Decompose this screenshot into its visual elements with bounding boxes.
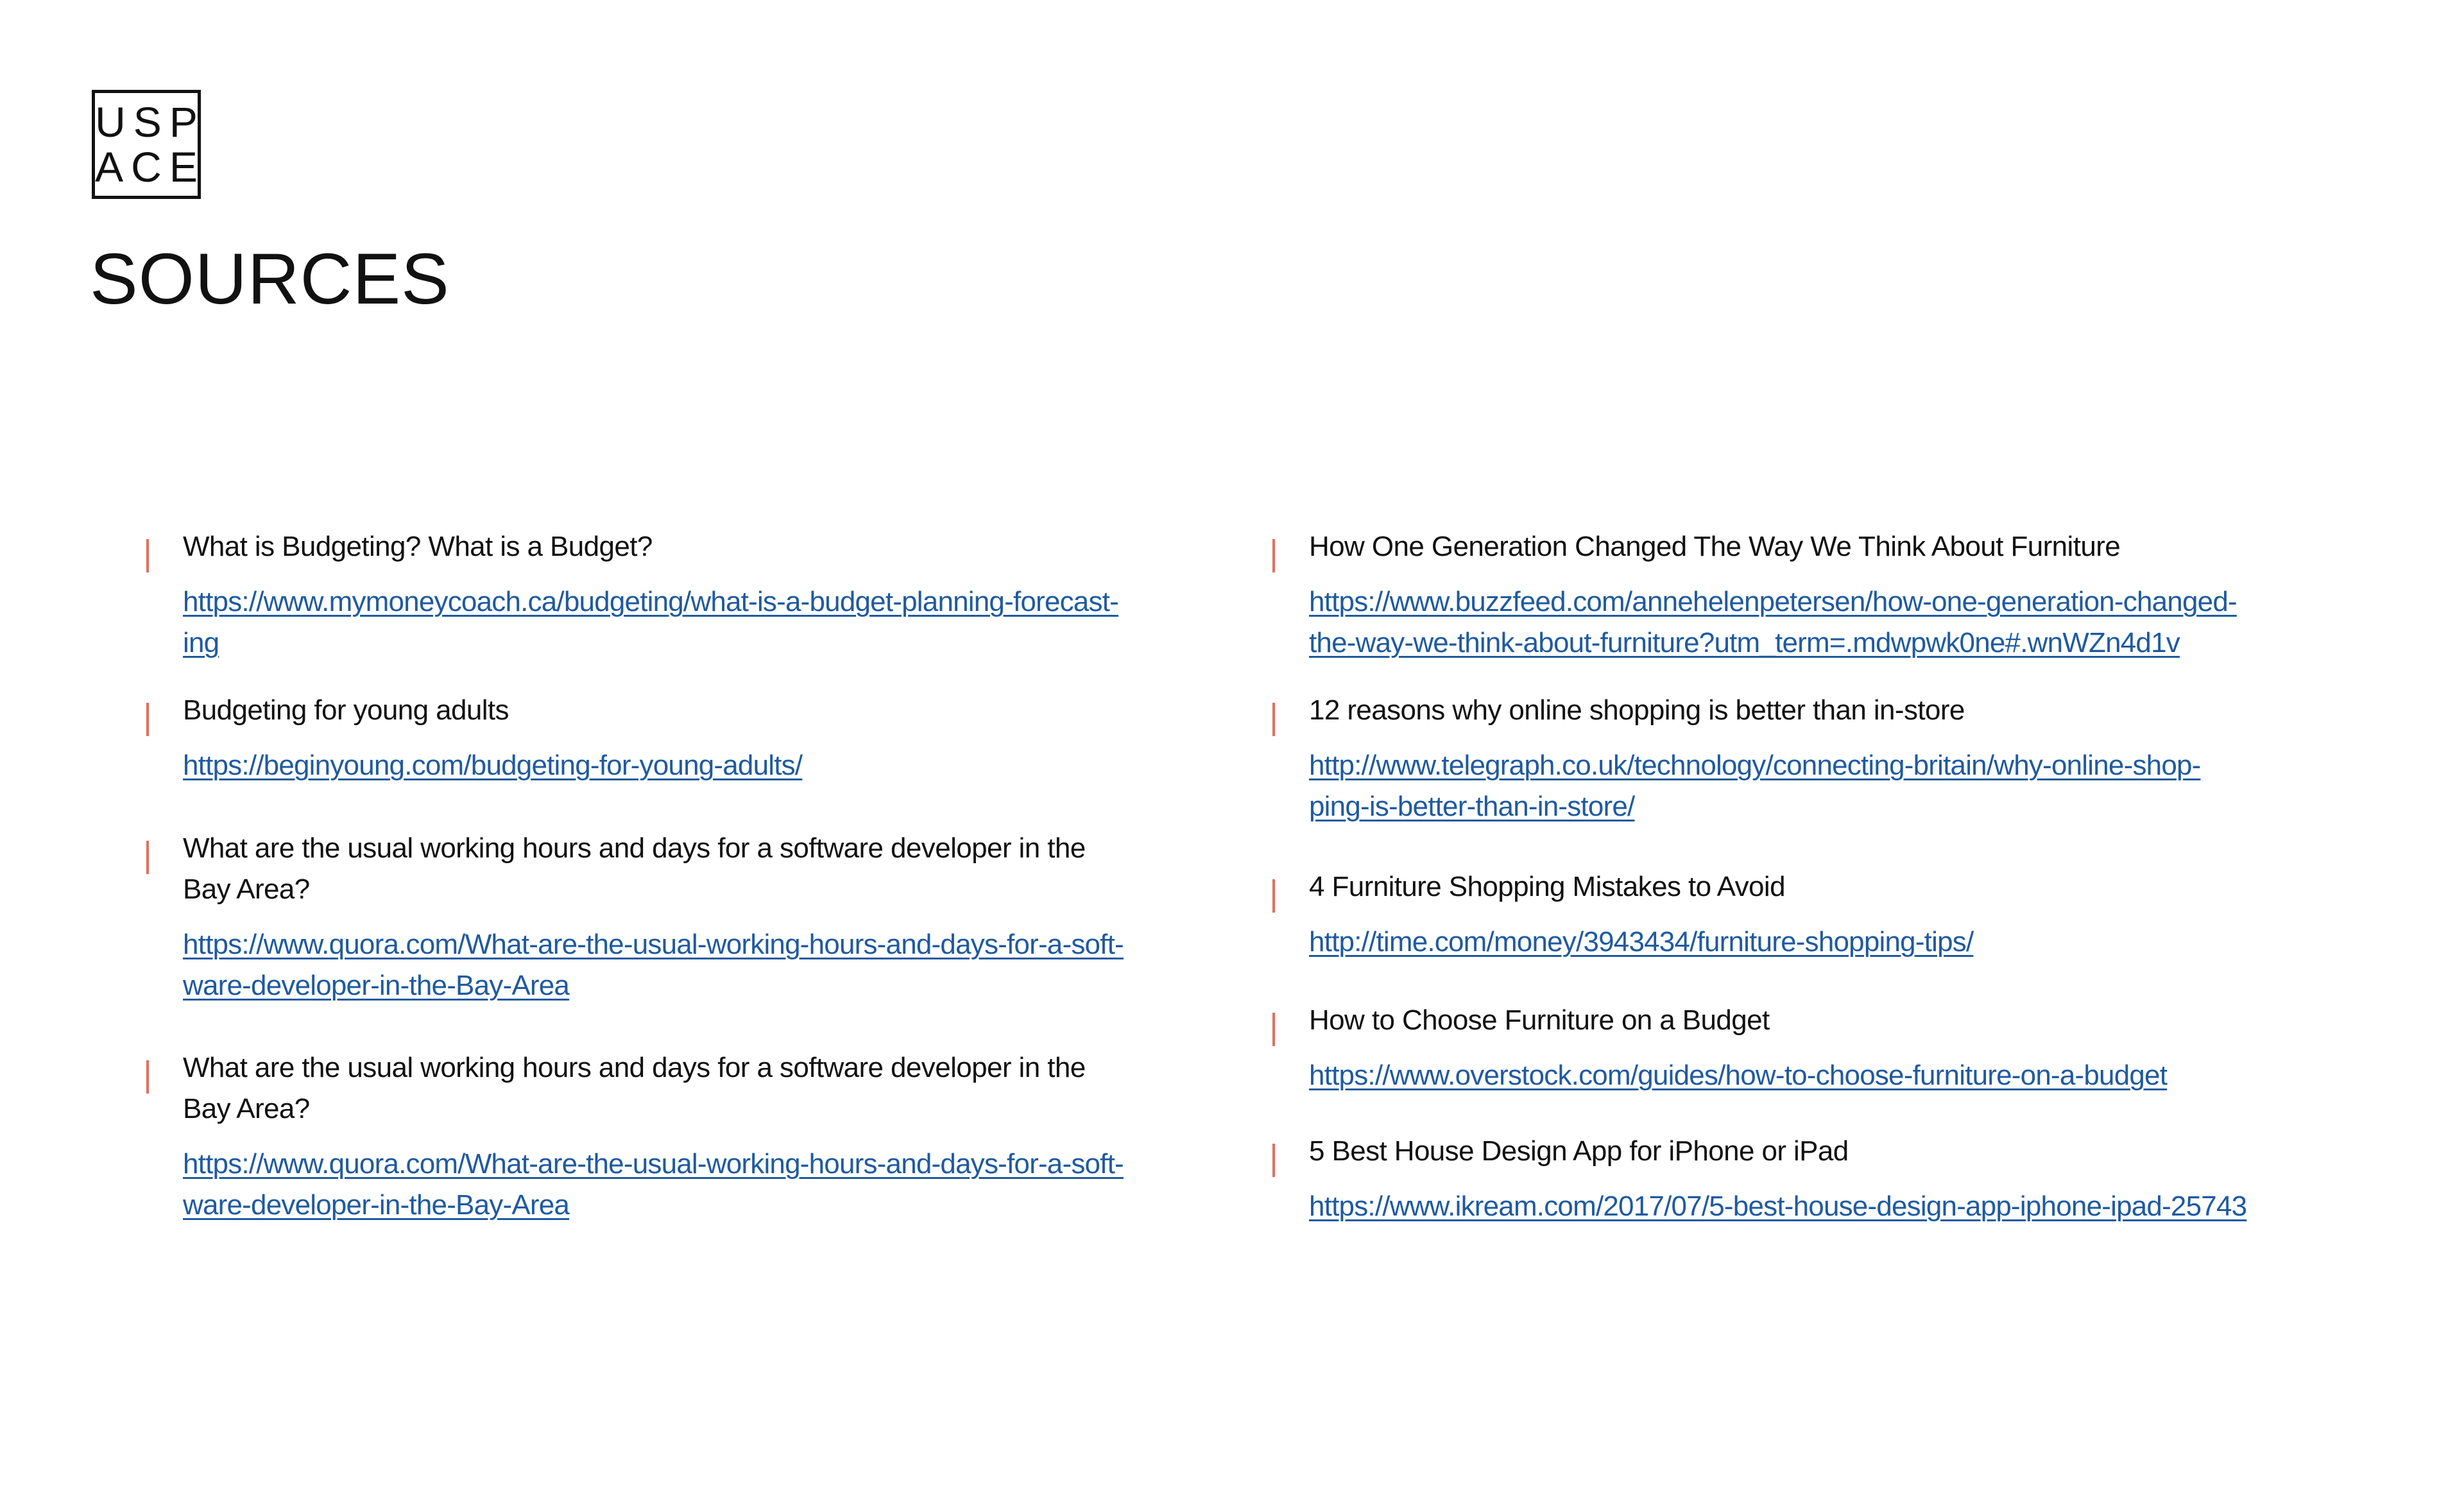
source-link-line: ware-developer-in-the-Bay-Area [183, 970, 570, 1001]
source-title: 12 reasons why online shopping is better than in-store [1309, 694, 1965, 726]
source-entry [1267, 526, 2323, 664]
source-title-line: What are the usual working hours and days for a software developer in the [183, 1052, 1086, 1083]
source-title: How to Choose Furniture on a Budget [1309, 1004, 1770, 1036]
source-title-line: What are the usual working hours and days for a software developer in the [183, 832, 1086, 864]
source-entry [1267, 690, 2323, 827]
source-title-line: Bay Area? [183, 873, 310, 905]
accent-bar [1272, 1144, 1275, 1177]
accent-bar [1272, 703, 1275, 736]
source-link-line: http://www.telegraph.co.uk/technology/connecting-britain/why-online-shop- [1309, 750, 2201, 781]
source-title: Budgeting for young adults [183, 694, 509, 726]
source-title: What is Budgeting? What is a Budget? [183, 531, 653, 562]
source-link[interactable] [183, 745, 1197, 786]
source-entry [1267, 1000, 2323, 1096]
source-entry [1267, 1131, 2323, 1227]
source-entry [141, 828, 1197, 1006]
source-entry [141, 526, 1197, 664]
source-title: 4 Furniture Shopping Mistakes to Avoid [1309, 871, 1785, 902]
source-link[interactable] [183, 1144, 1197, 1226]
source-link-line: ing [183, 627, 219, 658]
source-title-line: Bay Area? [183, 1093, 310, 1124]
source-link-line: https://www.buzzfeed.com/annehelenpetersen/how-one-generation-changed- [1309, 586, 2237, 617]
page-title: SOURCES [90, 239, 450, 319]
source-entry [141, 1047, 1197, 1226]
uspace-logo [92, 90, 205, 199]
accent-bar [146, 1060, 149, 1094]
source-link[interactable] [1309, 922, 2323, 963]
source-link[interactable] [183, 581, 1197, 664]
source-title: 5 Best House Design App for iPhone or iPad [1309, 1135, 1849, 1167]
source-title [183, 828, 1197, 910]
source-link-line: the-way-we-think-about-furniture?utm_term=.mdwpwk0ne#.wnWZn4d1v [1309, 627, 2180, 658]
source-link-line: http://time.com/money/3943434/furniture-shopping-tips/ [1309, 926, 1974, 958]
logo-line-1: USP [95, 98, 205, 146]
source-link-line: https://www.quora.com/What-are-the-usual-working-hours-and-days-for-a-soft- [183, 1148, 1124, 1180]
source-link[interactable] [1309, 581, 2323, 664]
accent-bar [146, 703, 149, 736]
source-link-line: https://www.overstock.com/guides/how-to-choose-furniture-on-a-budget [1309, 1060, 2168, 1091]
source-link-line: ping-is-better-than-in-store/ [1309, 791, 1635, 822]
source-entry [141, 690, 1197, 786]
accent-bar [146, 841, 149, 874]
source-title: How One Generation Changed The Way We Think About Furniture [1309, 531, 2121, 562]
source-link-line: https://www.ikream.com/2017/07/5-best-house-design-app-iphone-ipad-25743 [1309, 1191, 2247, 1222]
source-link[interactable] [1309, 1186, 2323, 1227]
source-link-line: https://www.quora.com/What-are-the-usual-working-hours-and-days-for-a-soft- [183, 929, 1124, 960]
source-link-line: ware-developer-in-the-Bay-Area [183, 1189, 570, 1221]
source-link[interactable] [1309, 745, 2323, 827]
accent-bar [1272, 879, 1275, 913]
source-link[interactable] [1309, 1055, 2323, 1096]
source-entry [1267, 866, 2323, 963]
accent-bar [1272, 539, 1275, 572]
accent-bar [1272, 1013, 1275, 1046]
source-title [183, 1047, 1197, 1130]
accent-bar [146, 539, 149, 572]
source-link-line: https://www.mymoneycoach.ca/budgeting/what-is-a-budget-planning-forecast- [183, 586, 1118, 617]
logo-line-2: ACE [95, 143, 205, 191]
source-link[interactable] [183, 924, 1197, 1006]
source-link-line: https://beginyoung.com/budgeting-for-young-adults/ [183, 750, 803, 781]
